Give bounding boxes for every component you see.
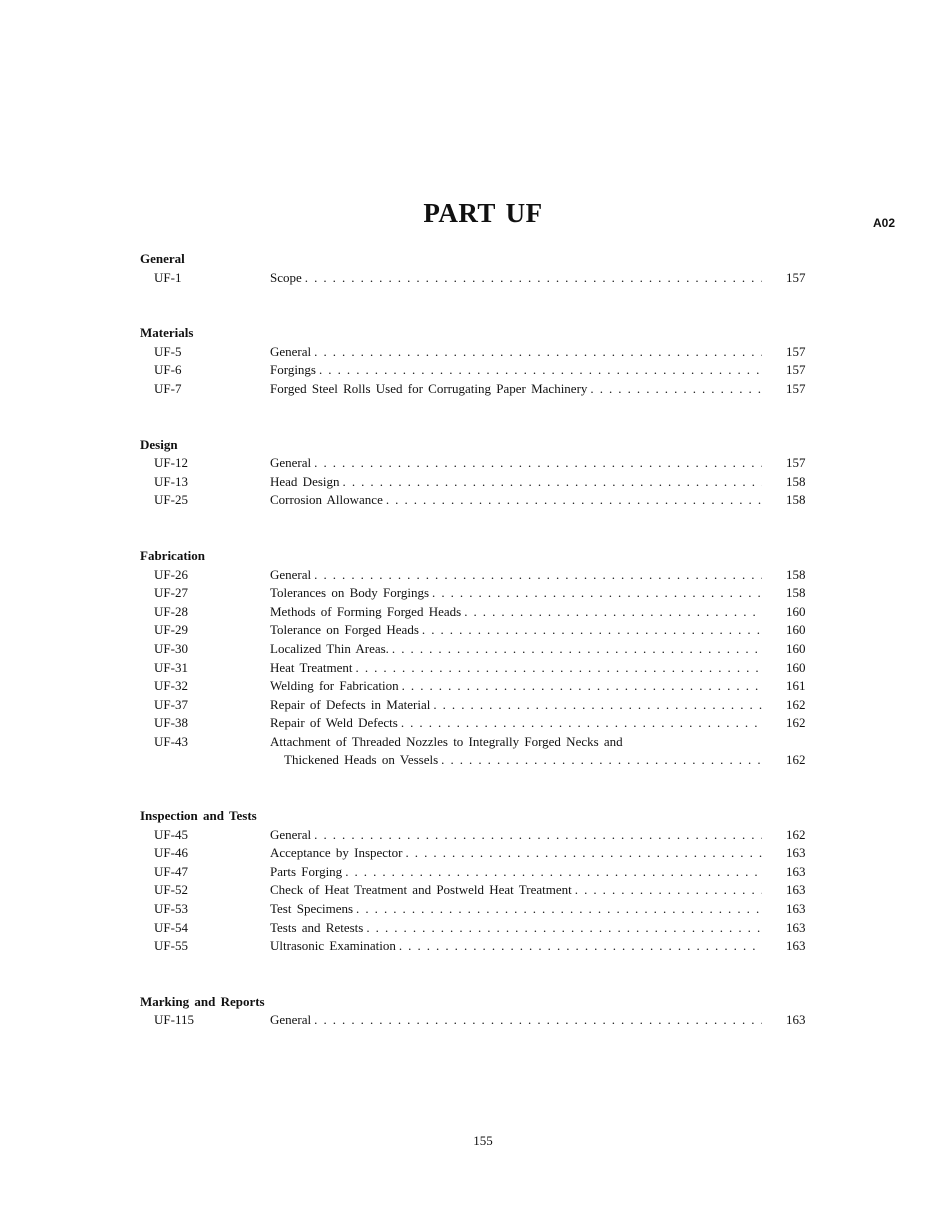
paragraph-number: UF-7 xyxy=(154,380,182,396)
section-heading: Materials xyxy=(140,325,194,341)
entry-title-line xyxy=(270,269,762,288)
section-heading: Inspection and Tests xyxy=(140,808,257,824)
page-ref: 160 xyxy=(786,640,806,656)
dot-leader xyxy=(353,900,762,919)
toc-entry[interactable] xyxy=(140,621,820,640)
dot-leader xyxy=(311,826,762,845)
entry-title-line xyxy=(270,584,762,603)
dot-leader xyxy=(430,696,762,715)
entry-title: Scope xyxy=(270,269,302,285)
paragraph-number: UF-46 xyxy=(154,845,188,861)
toc-section xyxy=(140,807,820,956)
entry-title: General xyxy=(270,455,312,471)
entry-title: Forged Steel Rolls Used for Corrugating Paper Machinery xyxy=(270,380,588,396)
paragraph-number: UF-25 xyxy=(154,492,188,508)
page-ref: 161 xyxy=(786,678,806,694)
entry-title-line xyxy=(270,361,762,380)
paragraph-number: UF-27 xyxy=(154,585,188,601)
toc-entry[interactable] xyxy=(140,919,820,938)
toc-entry[interactable] xyxy=(140,584,820,603)
page-ref: 163 xyxy=(786,919,806,935)
entry-title: Tolerance on Forged Heads xyxy=(270,622,419,638)
dot-leader xyxy=(383,491,762,510)
paragraph-number: UF-26 xyxy=(154,566,188,582)
entry-title: Repair of Defects in Material xyxy=(270,696,431,712)
page-ref: 162 xyxy=(786,696,806,712)
page-ref: 157 xyxy=(786,455,806,471)
entry-title-line xyxy=(270,473,762,492)
entry-title-line xyxy=(270,844,762,863)
dot-leader xyxy=(398,714,762,733)
toc-entry[interactable] xyxy=(140,603,820,622)
entry-title-line xyxy=(270,733,762,752)
entry-title-line xyxy=(270,566,762,585)
toc-entry[interactable] xyxy=(140,696,820,715)
toc-entry[interactable] xyxy=(140,454,820,473)
toc-entry[interactable] xyxy=(140,566,820,585)
paragraph-number: UF-32 xyxy=(154,678,188,694)
entry-title-line xyxy=(270,751,762,770)
entry-title: Parts Forging xyxy=(270,863,343,879)
entry-title: General xyxy=(270,1012,312,1028)
page-ref: 160 xyxy=(786,603,806,619)
page-ref: 157 xyxy=(786,380,806,396)
entry-title-line xyxy=(270,1011,762,1030)
entry-title: Tests and Retests xyxy=(270,919,364,935)
dot-leader xyxy=(302,269,762,288)
toc-entry[interactable] xyxy=(140,733,820,770)
entry-title: General xyxy=(270,566,312,582)
entry-title: Test Specimens xyxy=(270,901,354,917)
paragraph-number: UF-54 xyxy=(154,919,188,935)
entry-title-line xyxy=(270,659,762,678)
entry-title-line xyxy=(270,937,762,956)
page-ref: 157 xyxy=(786,343,806,359)
paragraph-number: UF-13 xyxy=(154,473,188,489)
paragraph-number: UF-55 xyxy=(154,938,188,954)
paragraph-number: UF-12 xyxy=(154,455,188,471)
toc-entry[interactable] xyxy=(140,640,820,659)
dot-leader xyxy=(438,751,762,770)
page-ref: 157 xyxy=(786,362,806,378)
table-of-contents xyxy=(140,250,820,1067)
page-ref: 160 xyxy=(786,622,806,638)
section-heading: Design xyxy=(140,436,178,452)
paragraph-number: UF-28 xyxy=(154,603,188,619)
page-title: PART UF xyxy=(423,198,543,228)
dot-leader xyxy=(311,1011,762,1030)
entry-title: Acceptance by Inspector xyxy=(270,845,403,861)
paragraph-number: UF-38 xyxy=(154,715,188,731)
paragraph-number: UF-5 xyxy=(154,343,182,359)
dot-leader xyxy=(316,361,762,380)
toc-section xyxy=(140,547,820,770)
entry-title-line xyxy=(270,714,762,733)
paragraph-number: UF-6 xyxy=(154,362,182,378)
page-ref: 163 xyxy=(786,882,806,898)
page-ref: 162 xyxy=(786,826,806,842)
toc-entry[interactable] xyxy=(140,881,820,900)
toc-section xyxy=(140,250,820,287)
entry-title: Ultrasonic Examination xyxy=(270,938,396,954)
entry-title-line xyxy=(270,640,762,659)
dot-leader xyxy=(389,640,762,659)
page-ref: 158 xyxy=(786,492,806,508)
dot-leader xyxy=(342,863,762,882)
entry-title-line xyxy=(270,343,762,362)
section-heading: General xyxy=(140,251,185,266)
page-ref: 162 xyxy=(786,752,806,768)
entry-title: Tolerances on Body Forgings xyxy=(270,585,430,601)
paragraph-number: UF-43 xyxy=(154,733,188,749)
page-ref: 158 xyxy=(786,566,806,582)
toc-section xyxy=(140,993,820,1030)
toc-entry[interactable] xyxy=(140,343,820,362)
toc-entry[interactable] xyxy=(140,491,820,510)
toc-entry[interactable] xyxy=(140,473,820,492)
paragraph-number: UF-29 xyxy=(154,622,188,638)
toc-entry[interactable] xyxy=(140,900,820,919)
entry-title: Forgings xyxy=(270,362,316,378)
dot-leader xyxy=(311,454,762,473)
dot-leader xyxy=(419,621,762,640)
toc-entry[interactable] xyxy=(140,937,820,956)
toc-entry[interactable] xyxy=(140,677,820,696)
section-heading: Marking and Reports xyxy=(140,993,265,1009)
entry-title-line xyxy=(270,491,762,510)
page-ref: 163 xyxy=(786,845,806,861)
paragraph-number: UF-52 xyxy=(154,882,188,898)
page-ref: 163 xyxy=(786,863,806,879)
page-ref: 163 xyxy=(786,901,806,917)
entry-title: Repair of Weld Defects xyxy=(270,715,398,731)
paragraph-number: UF-31 xyxy=(154,659,188,675)
paragraph-number: UF-1 xyxy=(154,269,182,285)
paragraph-number: UF-115 xyxy=(154,1012,194,1028)
entry-title: Attachment of Threaded Nozzles to Integrally Forged Necks and xyxy=(270,733,623,749)
paragraph-number: UF-47 xyxy=(154,863,188,879)
toc-entry[interactable] xyxy=(140,863,820,882)
entry-title: Methods of Forming Forged Heads xyxy=(270,603,462,619)
page-ref: 162 xyxy=(786,715,806,731)
page-ref: 163 xyxy=(786,1012,806,1028)
toc-entry[interactable] xyxy=(140,380,820,399)
dot-leader xyxy=(340,473,762,492)
revision-mark: A02 xyxy=(873,216,896,230)
dot-leader xyxy=(311,343,762,362)
entry-title-line xyxy=(270,881,762,900)
paragraph-number: UF-37 xyxy=(154,696,188,712)
entry-title: Check of Heat Treatment and Postweld Heat Treatment xyxy=(270,882,572,898)
dot-leader xyxy=(311,566,762,585)
paragraph-number: UF-45 xyxy=(154,826,188,842)
entry-title: General xyxy=(270,826,312,842)
dot-leader xyxy=(587,380,762,399)
dot-leader xyxy=(353,659,762,678)
page-ref: 160 xyxy=(786,659,806,675)
paragraph-number: UF-53 xyxy=(154,901,188,917)
entry-title-line xyxy=(270,826,762,845)
section-heading: Fabrication xyxy=(140,547,205,563)
entry-title: Heat Treatment xyxy=(270,659,353,675)
toc-entry[interactable] xyxy=(140,714,820,733)
entry-title-line xyxy=(270,900,762,919)
entry-title-line xyxy=(270,621,762,640)
toc-section xyxy=(140,436,820,510)
entry-title-line xyxy=(270,696,762,715)
dot-leader xyxy=(396,937,762,956)
dot-leader xyxy=(572,881,762,900)
entry-title-line xyxy=(270,863,762,882)
dot-leader xyxy=(399,677,762,696)
dot-leader xyxy=(403,844,763,863)
page-number: 155 xyxy=(473,1133,493,1148)
dot-leader xyxy=(363,919,762,938)
page-ref: 157 xyxy=(786,269,806,285)
entry-title-line xyxy=(270,454,762,473)
entry-title-line xyxy=(270,919,762,938)
dot-leader xyxy=(429,584,762,603)
page-ref: 158 xyxy=(786,585,806,601)
dot-leader xyxy=(461,603,762,622)
page-ref: 158 xyxy=(786,473,806,489)
toc-entry[interactable] xyxy=(140,844,820,863)
toc-entry[interactable] xyxy=(140,659,820,678)
paragraph-number: UF-30 xyxy=(154,640,188,656)
toc-entry[interactable] xyxy=(140,269,820,288)
entry-title: Welding for Fabrication xyxy=(270,678,399,694)
toc-entry[interactable] xyxy=(140,826,820,845)
entry-title-continued: Thickened Heads on Vessels xyxy=(284,752,439,768)
entry-title-line xyxy=(270,380,762,399)
entry-title: Localized Thin Areas. xyxy=(270,640,389,656)
entry-title: Head Design xyxy=(270,473,340,489)
entry-title: Corrosion Allowance xyxy=(270,492,383,508)
entry-title-line xyxy=(270,677,762,696)
page-ref: 163 xyxy=(786,938,806,954)
entry-title-line xyxy=(270,603,762,622)
toc-entry[interactable] xyxy=(140,361,820,380)
entry-title: General xyxy=(270,343,312,359)
toc-section xyxy=(140,324,820,398)
toc-entry[interactable] xyxy=(140,1011,820,1030)
